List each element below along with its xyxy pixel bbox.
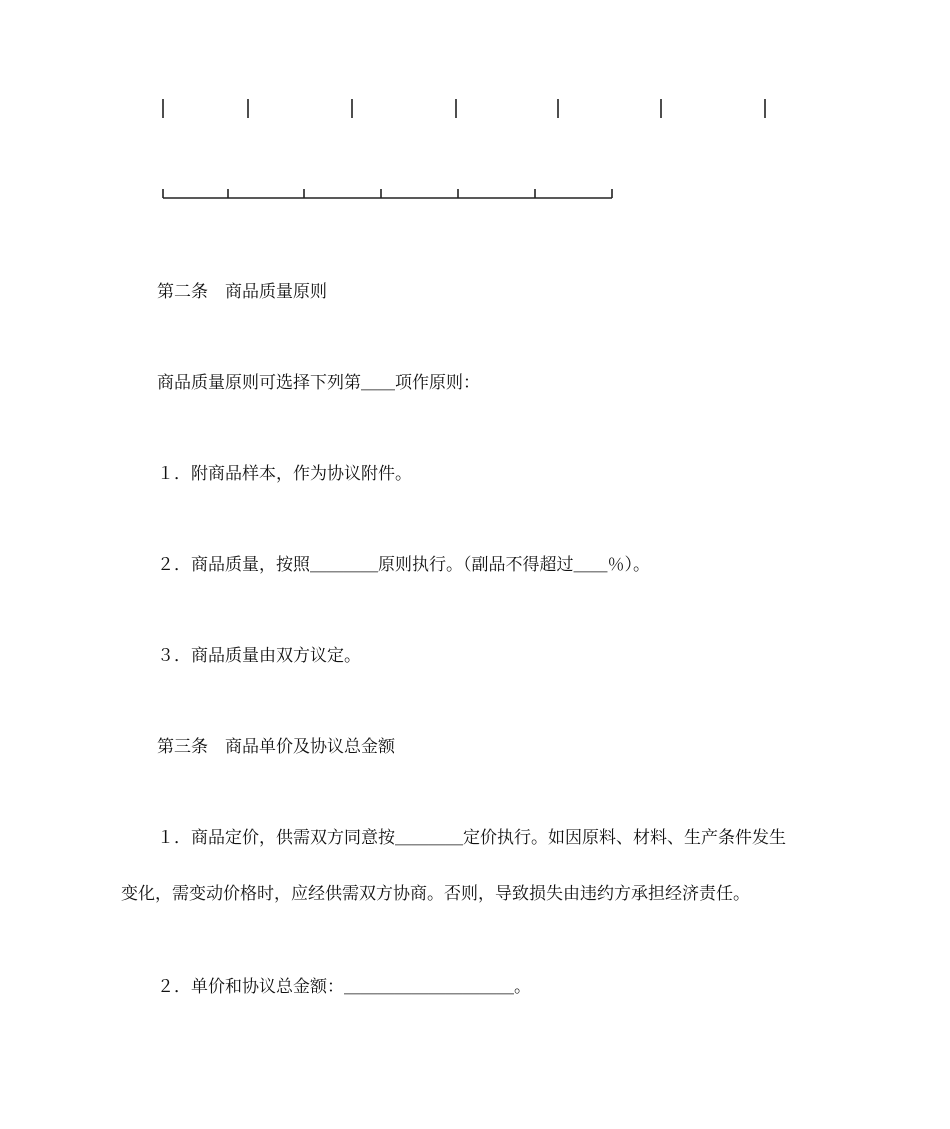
article-2-item-3: ３．商品质量由双方议定。 <box>157 646 361 666</box>
article-3-item-2: ２．单价和协议总金额：＿＿＿＿＿＿＿＿＿＿。 <box>157 977 531 997</box>
article-2-item-2: ２．商品质量，按照＿＿＿＿原则执行。（副品不得超过＿＿％）。 <box>157 555 650 575</box>
article-3-item-1-line-1: １．商品定价，供需双方同意按＿＿＿＿定价执行。如因原料、材料、生产条件发生 <box>157 828 786 848</box>
table-border-lines <box>0 0 950 220</box>
article-2-intro: 商品质量原则可选择下列第＿＿项作原则： <box>157 373 480 393</box>
table-fragment <box>0 0 950 220</box>
article-3-heading: 第三条 商品单价及协议总金额 <box>157 737 395 757</box>
article-2-heading: 第二条 商品质量原则 <box>157 282 327 302</box>
article-2-item-1: １．附商品样本，作为协议附件。 <box>157 464 412 484</box>
article-3-item-1-line-2: 变化，需变动价格时，应经供需双方协商。否则，导致损失由违约方承担经济责任。 <box>121 884 750 904</box>
